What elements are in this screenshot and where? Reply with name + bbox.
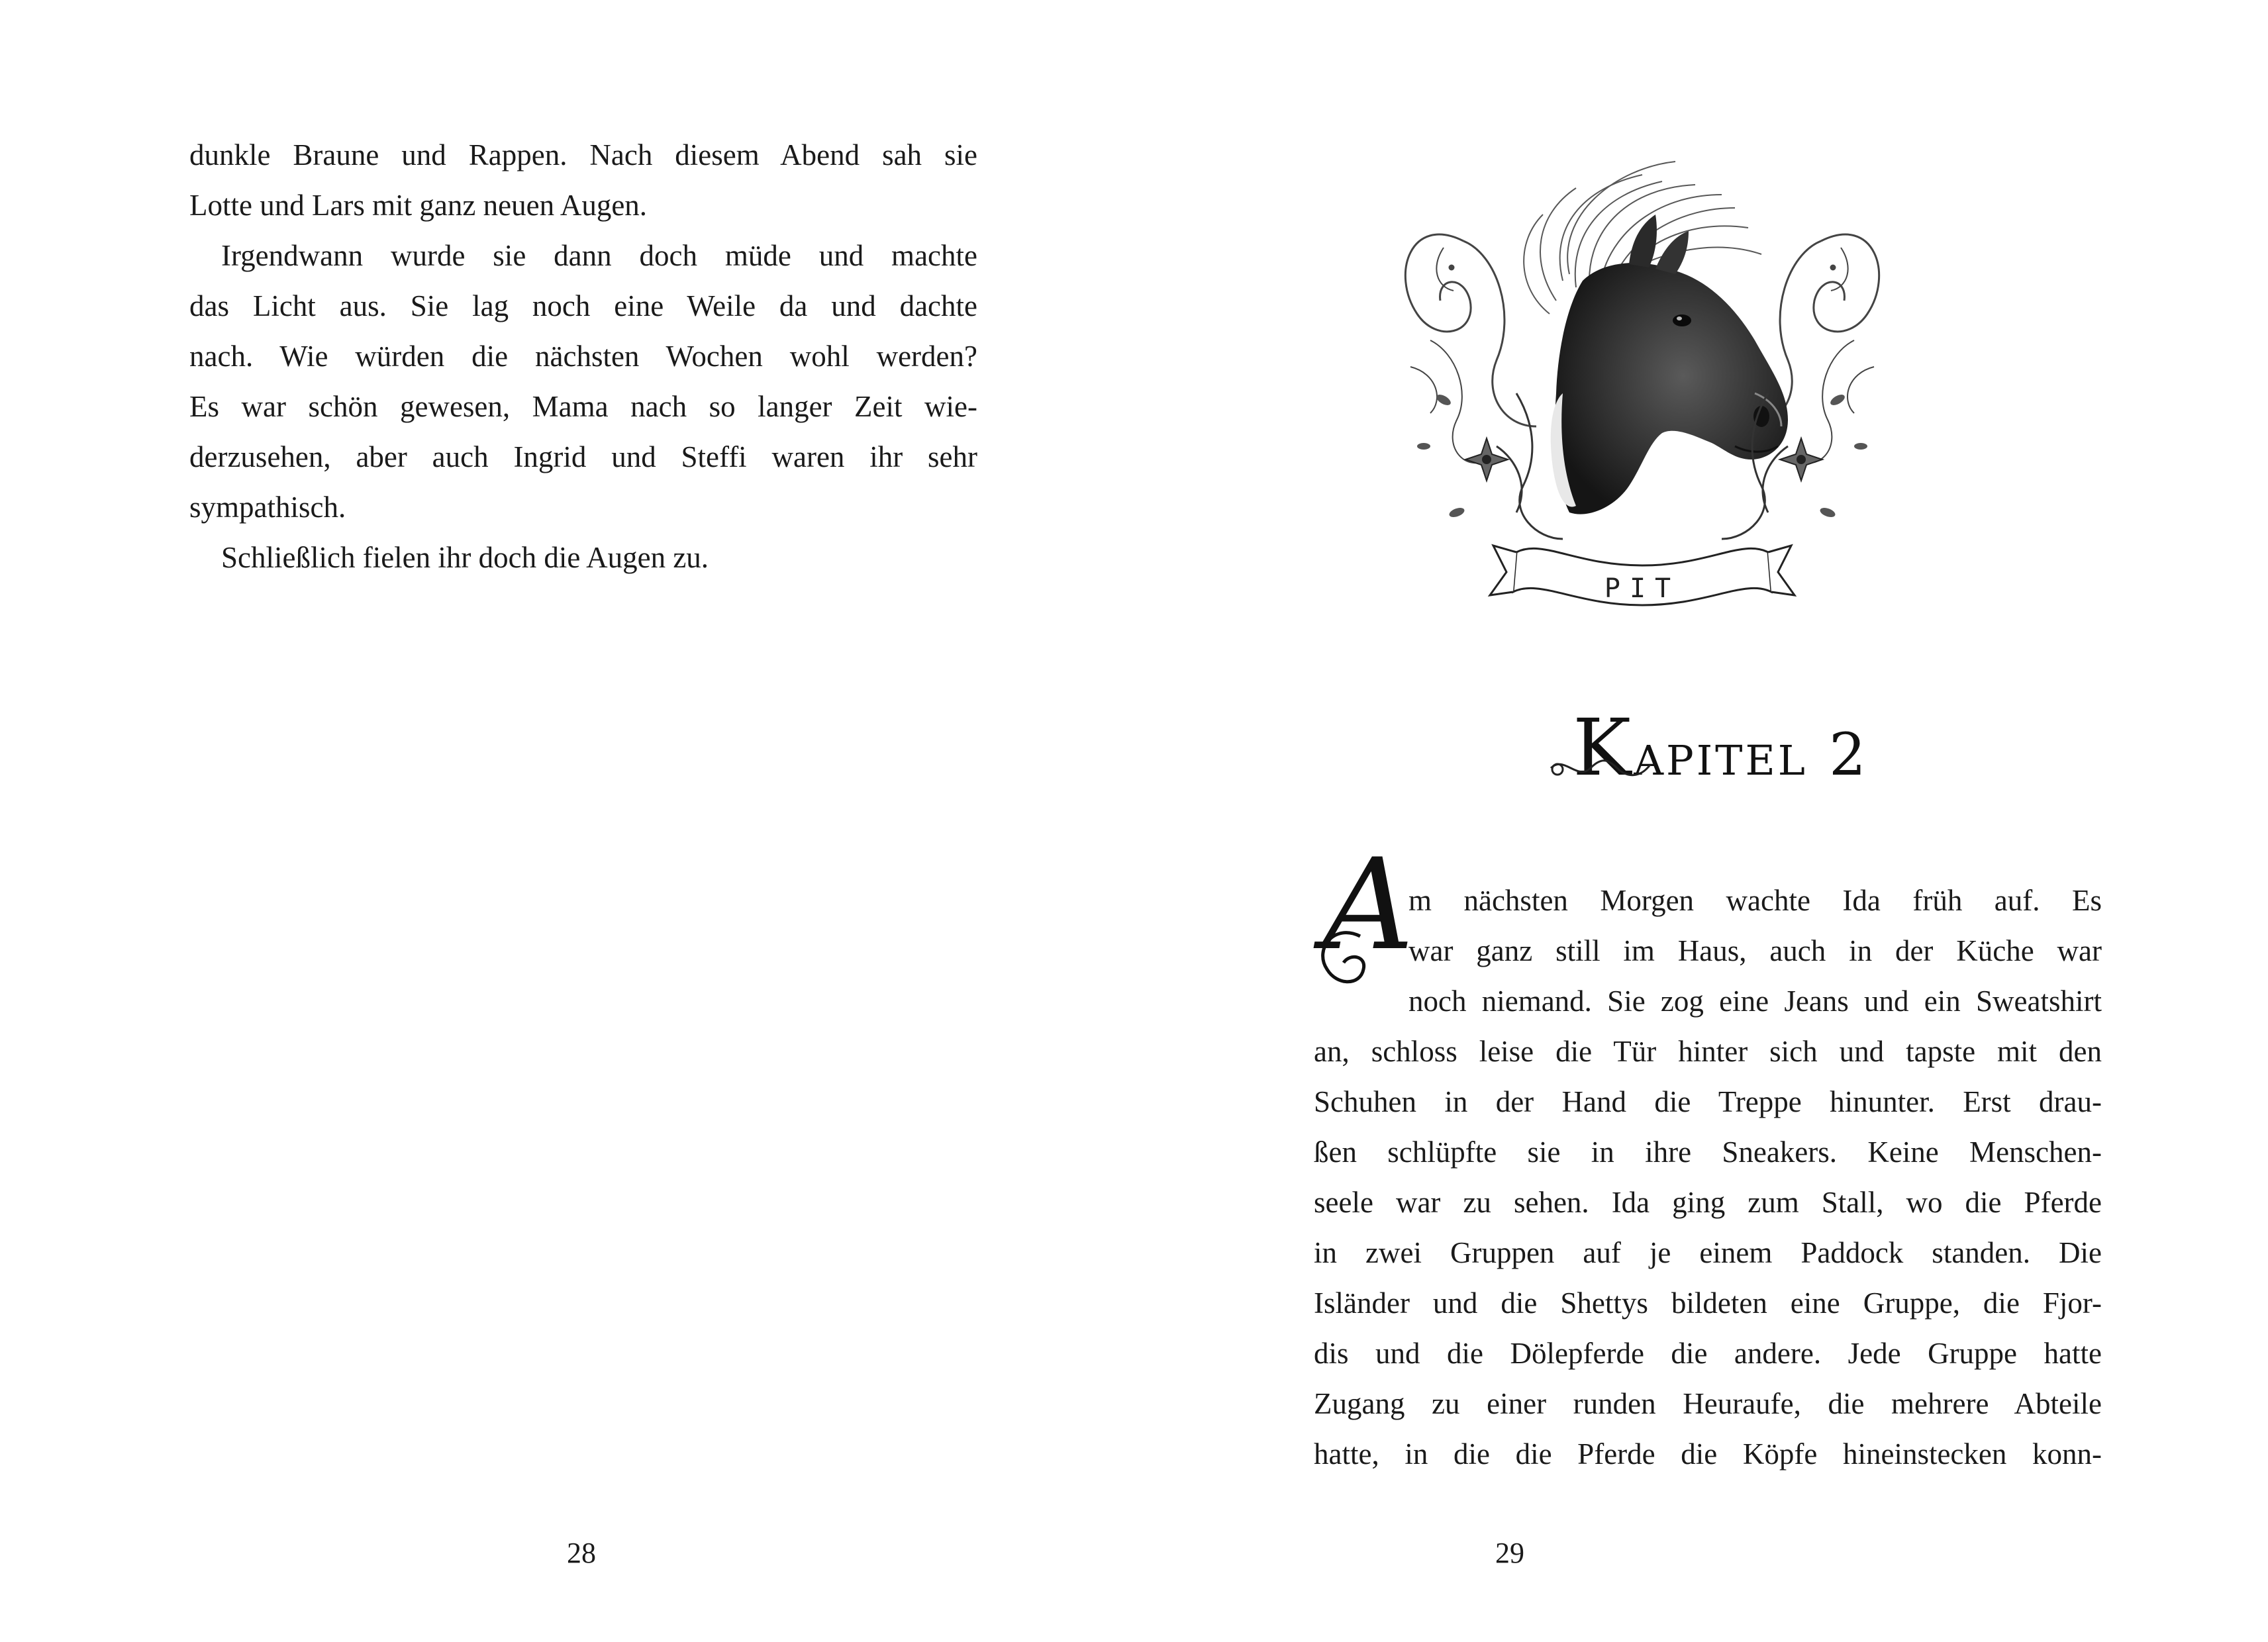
drop-cap-letter: A <box>1323 832 1414 978</box>
page-number: 29 <box>1495 1537 1524 1569</box>
flower-icon <box>1780 438 1822 481</box>
right-page <box>1134 0 2268 1642</box>
banner-label: PIT <box>1604 573 1681 604</box>
drop-cap-swash-icon <box>1314 923 1373 996</box>
flourish-icon <box>1544 748 1657 788</box>
text-line: war ganz still im Haus, auch in der Küche war <box>1408 934 2102 967</box>
text-line: dis und die Dölepferde die andere. Jede Gruppe hatte <box>1314 1337 2102 1370</box>
horse-head-icon <box>1555 263 1788 514</box>
text-line: Lotte und Lars mit ganz neuen Augen. <box>189 189 648 222</box>
text-line: in zwei Gruppen auf je einem Paddock standen. Die <box>1314 1236 2102 1269</box>
horse-portrait-icon <box>1364 115 1920 638</box>
text-line: Es war schön gewesen, Mama nach so langer Zeit wie- <box>189 390 977 423</box>
text-line: nach. Wie würden die nächsten Wochen wohl werden? <box>189 340 977 373</box>
text-line: Zugang zu einer runden Heuraufe, die mehrere Abteile <box>1314 1387 2102 1420</box>
text-line: an, schloss leise die Tür hinter sich und tapste mit den <box>1314 1035 2102 1068</box>
text-line: Irgendwann wurde sie dann doch müde und machte <box>221 239 977 272</box>
flower-icon <box>1465 438 1508 481</box>
paragraph <box>189 130 977 230</box>
drop-cap <box>1314 832 1414 1009</box>
text-line: Isländer und die Shettys bildeten eine Gruppe, die Fjor- <box>1314 1286 2102 1320</box>
text-line: das Licht aus. Sie lag noch eine Weile da und dachte <box>189 289 977 322</box>
chapter-title-initial: K <box>1573 702 1634 793</box>
paragraph <box>189 532 977 583</box>
body-text-right <box>1314 832 2102 1479</box>
text-line: m nächsten Morgen wachte Ida früh auf. Es <box>1408 884 2102 917</box>
body-text-left <box>189 130 977 583</box>
chapter-title-rest: apitel 2 <box>1634 720 1869 789</box>
text-line: sympathisch. <box>189 491 346 524</box>
chapter-heading <box>1134 702 2268 793</box>
page-number: 28 <box>567 1537 596 1569</box>
text-line: hatte, in die die Pferde die Köpfe hineinstecken konn- <box>1314 1437 2102 1471</box>
text-line: derzusehen, aber auch Ingrid und Steffi waren ihr sehr <box>189 440 977 473</box>
text-line: Schuhen in der Hand die Treppe hinunter. Erst drau- <box>1314 1085 2102 1118</box>
text-line: noch niemand. Sie zog eine Jeans und ein Sweatshirt <box>1408 985 2102 1018</box>
text-line: Schließlich fielen ihr doch die Augen zu. <box>221 541 709 574</box>
text-line: dunkle Braune und Rappen. Nach diesem Abend sah sie <box>189 138 977 171</box>
left-corner-ornament-icon <box>1405 234 1536 463</box>
chapter-illustration <box>1364 115 1920 638</box>
text-line: ßen schlüpfte sie in ihre Sneakers. Keine Menschen- <box>1314 1135 2102 1169</box>
paragraph <box>189 230 977 532</box>
text-line: seele war zu sehen. Ida ging zum Stall, wo die Pferde <box>1314 1186 2102 1219</box>
